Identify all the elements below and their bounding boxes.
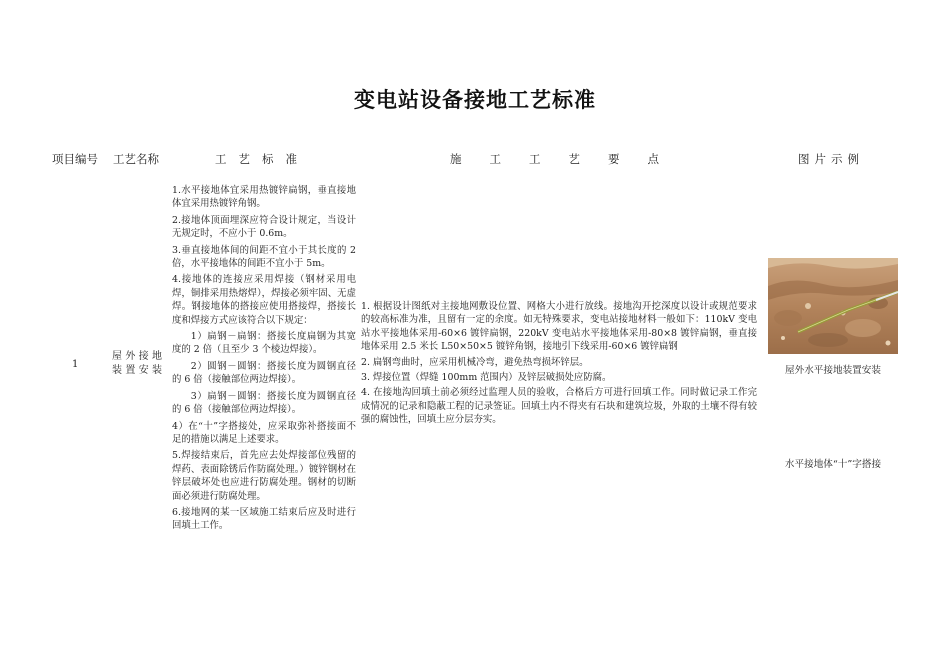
process-name-cell (112, 350, 162, 378)
header-process-name: 工艺名称 (113, 152, 159, 166)
header-picture-example: 图片示例 (798, 152, 864, 166)
process-standard-cell (172, 184, 356, 536)
key-point-item: 3. 焊接位置（焊缝 100mm 范围内）及锌层破损处应防腐。 (361, 372, 612, 384)
photo-caption: 屋外水平接地装置安装 (785, 365, 881, 376)
photo-caption: 水平接地体“十”字搭接 (784, 459, 882, 470)
standard-subitem: 1）扁钢－扁钢：搭接长度扁钢为其宽度的 2 倍（且至少 3 个棱边焊接）。 (172, 331, 356, 356)
standard-item: 6.接地网的某一区域施工结束后应及时进行回填土工作。 (172, 506, 356, 532)
standard-subitem: 4）在“十”字搭接处，应采取弥补搭接面不足的措施以满足上述要求。 (172, 420, 356, 445)
standard-item: 2.接地体顶面埋深应符合设计规定，当设计无规定时，不应小于 0.6m。 (172, 214, 356, 240)
soil-trench-photo (768, 258, 898, 354)
soil-trench-photo-drawing (768, 258, 898, 354)
header-project-number: 项目编号 (52, 152, 98, 166)
process-name-line: 装置安装 (112, 365, 162, 376)
project-number-cell: 1 (72, 359, 79, 370)
header-construction-key-points: 施工工艺要点 (450, 152, 687, 166)
header-process-standard: 工艺标准 (215, 152, 309, 166)
standard-item: 4.接地体的连接应采用焊接（钢材采用电焊，铜排采用热熔焊），焊接必须牢固、无虚焊。钢接地体的搭接应使用搭接焊，搭接长度和焊接方式应该符合以下规定： (172, 274, 356, 326)
key-point-item: 1. 根据设计图纸对主接地网敷设位置、网格大小进行放线。接地沟开挖深度以设计或规范要求的较高标准为准，且留有一定的余度。如无特殊要求，变电站接地材料一般如下：110kV 变电站水平接地体采用-60×6 镀锌扁钢，220kV 变电站水平接地体采用-80×8 镀锌扁钢，垂直接地体采用 2.5 米长 L50×50×5 镀锌角钢，接地引下线采用-60×6 镀锌扁钢 (361, 301, 757, 353)
standard-item: 5.焊接结束后，首先应去处焊接部位残留的焊药、表面除锈后作防腐处理。）镀锌钢材在锌层破坏处也应进行防腐处理。钢材的切断面必须进行防腐处理。 (172, 450, 356, 502)
key-point-item: 2. 扁钢弯曲时，应采用机械冷弯，避免热弯损坏锌层。 (361, 356, 589, 368)
standard-item: 3.垂直接地体间的间距不宜小于其长度的 2 倍，水平接地体的间距不宜小于 5m。 (172, 244, 356, 270)
standard-item: 1.水平接地体宜采用热镀锌扁钢，垂直接地体宜采用热镀锌角钢。 (172, 185, 356, 210)
key-point-item: 4. 在接地沟回填土前必须经过监理人员的验收，合格后方可进行回填工作。同时做记录工作完成情况的记录和隐蔽工程的记录签证。回填土内不得夹有石块和建筑垃圾，外取的土壤不得有较强的腐蚀性，回填土应分层夯实。 (361, 387, 757, 426)
standard-subitem: 3）扁钢－圆钢：搭接长度为圆钢直径的 6 倍（接触部位两边焊接）。 (172, 390, 356, 416)
construction-key-points-cell (361, 300, 757, 429)
process-name-line: 屋外接地 (112, 351, 162, 362)
page-title: 变电站设备接地工艺标准 (354, 88, 596, 112)
standard-subitem: 2）圆钢－圆钢：搭接长度为圆钢直径的 6 倍（接触部位两边焊接）。 (172, 360, 356, 386)
